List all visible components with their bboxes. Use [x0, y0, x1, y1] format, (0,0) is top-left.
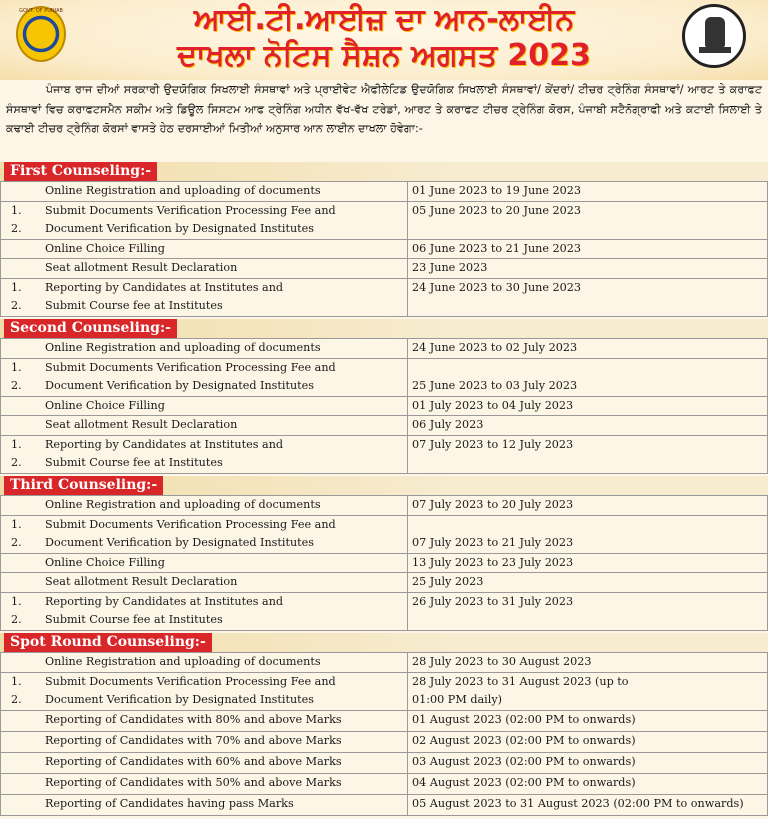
- activity-text: Reporting of Candidates with 80% and above Marks: [45, 712, 342, 726]
- activity-text: Document Verification by Designated Institutes: [45, 222, 315, 235]
- row-number: 1. 2.: [1, 592, 46, 630]
- date-text: 06 June 2023 to 21 June 2023: [412, 241, 582, 255]
- activity-cell: [45, 259, 408, 279]
- activity-text: Reporting of Candidates with 50% and above Marks: [45, 775, 342, 789]
- row-number: [1, 396, 46, 416]
- row-number: 1. 2.: [1, 358, 46, 396]
- date-cell: [408, 278, 768, 316]
- activity-cell: [45, 416, 408, 436]
- table-row: [1, 239, 768, 259]
- table-row: [1, 710, 768, 731]
- date-text: 25 July 2023: [412, 575, 484, 588]
- date-cell: [408, 259, 768, 279]
- date-text: 07 July 2023 to 20 July 2023: [412, 498, 574, 511]
- row-number: [1, 182, 46, 202]
- date-text: 03 August 2023 (02:00 PM to onwards): [412, 754, 636, 768]
- date-text: 13 July 2023 to 23 July 2023: [412, 555, 574, 569]
- schedule-table: [0, 338, 768, 474]
- table-row: [1, 794, 768, 815]
- row-number: [1, 573, 46, 593]
- date-cell: [408, 553, 768, 573]
- activity-text: Submit Documents Verification Processing Fee and: [45, 517, 336, 531]
- activity-cell: [45, 358, 408, 396]
- activity-text: Submit Course fee at Institutes: [45, 456, 223, 469]
- activity-cell: [45, 752, 408, 773]
- notice-title-line2: ਦਾਖਲਾ ਨੋਟਿਸ ਸੈਸ਼ਨ ਅਗਸਤ 2023: [177, 38, 591, 73]
- table-row: [1, 653, 768, 673]
- activity-text: Submit Course fee at Institutes: [45, 299, 223, 312]
- date-cell: [408, 672, 768, 710]
- date-cell: [408, 752, 768, 773]
- date-cell: [408, 182, 768, 202]
- section-band-1: [0, 162, 768, 181]
- row-number: [1, 653, 46, 673]
- table-row: [1, 435, 768, 473]
- date-cell: [408, 201, 768, 239]
- schedule-table: [0, 495, 768, 631]
- table-row: [1, 573, 768, 593]
- row-number: [1, 416, 46, 436]
- emblem-base-icon: [699, 47, 731, 53]
- date-cell: [408, 731, 768, 752]
- activity-text: Online Registration and uploading of documents: [45, 184, 321, 197]
- activity-cell: [45, 672, 408, 710]
- activity-text: Document Verification by Designated Institutes: [45, 379, 315, 392]
- table-row: [1, 182, 768, 202]
- row-number: 1. 2.: [1, 672, 46, 710]
- date-cell: [408, 794, 768, 815]
- activity-text: Online Registration and uploading of documents: [45, 341, 321, 354]
- row-number: [1, 710, 46, 731]
- date-text: 24 June 2023 to 30 June 2023: [412, 280, 582, 294]
- table-row: [1, 515, 768, 553]
- activity-cell: [45, 278, 408, 316]
- activity-cell: [45, 553, 408, 573]
- activity-text: Document Verification by Designated Institutes: [45, 536, 315, 549]
- section-heading: Spot Round Counseling:-: [4, 633, 212, 652]
- date-cell: [408, 339, 768, 359]
- table-row: [1, 358, 768, 396]
- row-number: 1. 2.: [1, 515, 46, 553]
- table-row: [1, 278, 768, 316]
- date-cell: [408, 416, 768, 436]
- activity-cell: [45, 710, 408, 731]
- activity-text: Submit Documents Verification Processing Fee and: [45, 203, 336, 217]
- activity-text: Reporting of Candidates with 60% and above Marks: [45, 754, 342, 768]
- table-row: [1, 259, 768, 279]
- table-row: [1, 773, 768, 794]
- date-text: 01 August 2023 (02:00 PM to onwards): [412, 712, 636, 726]
- date-text: 25 June 2023 to 03 July 2023: [412, 378, 578, 392]
- activity-text: Online Choice Filling: [45, 398, 165, 412]
- date-cell: [408, 496, 768, 516]
- table-row: [1, 416, 768, 436]
- activity-cell: [45, 573, 408, 593]
- row-number: [1, 339, 46, 359]
- table-row: [1, 592, 768, 630]
- section-heading: Third Counseling:-: [4, 476, 163, 495]
- activity-cell: [45, 339, 408, 359]
- date-cell: [408, 773, 768, 794]
- activity-text: Online Choice Filling: [45, 555, 165, 569]
- row-number: 1. 2.: [1, 278, 46, 316]
- activity-text: Seat allotment Result Declaration: [45, 418, 238, 431]
- date-text: 04 August 2023 (02:00 PM to onwards): [412, 775, 636, 789]
- date-text: 06 July 2023: [412, 418, 484, 431]
- activity-text: Reporting by Candidates at Institutes and: [45, 280, 284, 294]
- activity-text: Seat allotment Result Declaration: [45, 575, 238, 588]
- activity-text: Document Verification by Designated Institutes: [45, 693, 315, 706]
- section-band-4: [0, 633, 768, 652]
- activity-text: Reporting of Candidates having pass Marks: [45, 796, 294, 810]
- row-number: [1, 553, 46, 573]
- activity-text: Reporting of Candidates with 70% and above Marks: [45, 733, 342, 747]
- punjab-seal-logo: [16, 6, 66, 62]
- table-row: [1, 731, 768, 752]
- row-number: [1, 259, 46, 279]
- date-text: 07 July 2023 to 12 July 2023: [412, 437, 574, 451]
- date-text: 24 June 2023 to 02 July 2023: [412, 341, 578, 354]
- date-text: 01 July 2023 to 04 July 2023: [412, 398, 574, 412]
- activity-cell: [45, 496, 408, 516]
- activity-text: Reporting by Candidates at Institutes and: [45, 594, 284, 608]
- date-text: 28 July 2023 to 30 August 2023: [412, 655, 592, 668]
- activity-text: Submit Documents Verification Processing Fee and: [45, 674, 336, 688]
- date-cell: [408, 653, 768, 673]
- row-number: [1, 773, 46, 794]
- activity-cell: [45, 239, 408, 259]
- date-text: 28 July 2023 to 31 August 2023 (up to: [412, 674, 629, 688]
- date-cell: [408, 239, 768, 259]
- activity-text: Submit Documents Verification Processing Fee and: [45, 360, 336, 374]
- section-band-2: [0, 319, 768, 338]
- date-text: [412, 359, 767, 377]
- activity-cell: [45, 515, 408, 553]
- row-number: [1, 731, 46, 752]
- row-number: 1. 2.: [1, 201, 46, 239]
- activity-cell: [45, 396, 408, 416]
- table-row: [1, 672, 768, 710]
- activity-cell: [45, 201, 408, 239]
- date-cell: [408, 396, 768, 416]
- national-emblem-logo: [682, 4, 746, 68]
- row-number: [1, 496, 46, 516]
- activity-text: Online Registration and uploading of documents: [45, 498, 321, 511]
- schedule-table: [0, 181, 768, 317]
- table-row: [1, 752, 768, 773]
- activity-cell: [45, 794, 408, 815]
- intro-paragraph: ਪੰਜਾਬ ਰਾਜ ਦੀਆਂ ਸਰਕਾਰੀ ਉਦਯੋਗਿਕ ਸਿਖਲਾਈ ਸੰਸਥਾਵਾਂ ਅਤੇ ਪ੍ਰਾਈਵੇਟ ਐਫੀਲੇਟਿਡ ਉਦਯੋਗਿਕ ਸਿਖਲਾਈ ਸੰਸਥਾਵਾਂ/ ਕੇਂਦਰਾਂ/ ਟੀਚਰ ਟ੍ਰੇਨਿੰਗ ਸੰਸਥਾਵਾਂ/ ਆਰਟ ਤੇ ਕਰਾਫਟ ਸੰਸਥਾਵਾਂ ਵਿਚ ਕਰਾਫਟਸਮੈਨ ਸਕੀਮ ਅਤੇ ਡਿਊਲ ਸਿਸਟਮ ਆਫ ਟ੍ਰੇਨਿੰਗ ਅਧੀਨ ਵੱਖ-ਵੱਖ ਟਰੇਡਾਂ, ਆਰਟ ਤੇ ਕਰਾਫਟ ਟੀਚਰ ਟ੍ਰੇਨਿੰਗ ਕੋਰਸ, ਪੰਜਾਬੀ ਸਟੈਨੋਗ੍ਰਾਫੀ ਅਤੇ ਕਟਾਈ ਸਿਲਾਈ ਤੇ ਕਢਾਈ ਟੀਚਰ ਟ੍ਰੇਨਿੰਗ ਕੋਰਸਾਂ ਵਾਸਤੇ ਹੇਠ ਦਰਸਾਈਆਂ ਮਿਤੀਆਂ ਅਨੁਸਾਰ ਆਨ ਲਾਈਨ ਦਾਖਲਾ ਹੋਵੇਗਾ:-: [6, 83, 762, 135]
- date-cell: [408, 710, 768, 731]
- schedule-table: [0, 652, 768, 816]
- date-text: 26 July 2023 to 31 July 2023: [412, 594, 574, 608]
- table-row: [1, 396, 768, 416]
- date-cell: [408, 573, 768, 593]
- activity-text: Submit Course fee at Institutes: [45, 613, 223, 626]
- activity-cell: [45, 653, 408, 673]
- date-cell: [408, 515, 768, 553]
- notice-header: [0, 0, 768, 80]
- row-number: [1, 752, 46, 773]
- date-text: 05 June 2023 to 20 June 2023: [412, 203, 582, 217]
- activity-cell: [45, 773, 408, 794]
- notice-title-line1: ਆਈ.ਟੀ.ਆਈਜ਼ ਦਾ ਆਨ-ਲਾਈਨ: [193, 2, 575, 37]
- section-heading: Second Counseling:-: [4, 319, 177, 338]
- date-cell: [408, 592, 768, 630]
- activity-text: Seat allotment Result Declaration: [45, 261, 238, 274]
- section-band-3: [0, 476, 768, 495]
- date-cell: [408, 358, 768, 396]
- date-text: 02 August 2023 (02:00 PM to onwards): [412, 733, 636, 747]
- activity-cell: [45, 731, 408, 752]
- table-row: [1, 201, 768, 239]
- row-number: [1, 794, 46, 815]
- date-text: [412, 516, 767, 534]
- activity-text: Online Choice Filling: [45, 241, 165, 255]
- table-row: [1, 339, 768, 359]
- section-heading: First Counseling:-: [4, 162, 157, 181]
- activity-cell: [45, 592, 408, 630]
- date-text: 01 June 2023 to 19 June 2023: [412, 184, 582, 197]
- activity-cell: [45, 182, 408, 202]
- date-text: 23 June 2023: [412, 261, 488, 274]
- date-text: 01:00 PM daily): [412, 693, 503, 706]
- table-row: [1, 553, 768, 573]
- activity-cell: [45, 435, 408, 473]
- lion-capital-icon: [705, 17, 725, 47]
- row-number: [1, 239, 46, 259]
- row-number: 1. 2.: [1, 435, 46, 473]
- date-text: 07 July 2023 to 21 July 2023: [412, 535, 574, 549]
- activity-text: Reporting by Candidates at Institutes and: [45, 437, 284, 451]
- date-text: 05 August 2023 to 31 August 2023 (02:00 PM to onwards): [412, 796, 744, 810]
- date-cell: [408, 435, 768, 473]
- activity-text: Online Registration and uploading of documents: [45, 655, 321, 668]
- table-row: [1, 496, 768, 516]
- left-seal-text: GOVT. OF PUNJAB: [19, 8, 63, 14]
